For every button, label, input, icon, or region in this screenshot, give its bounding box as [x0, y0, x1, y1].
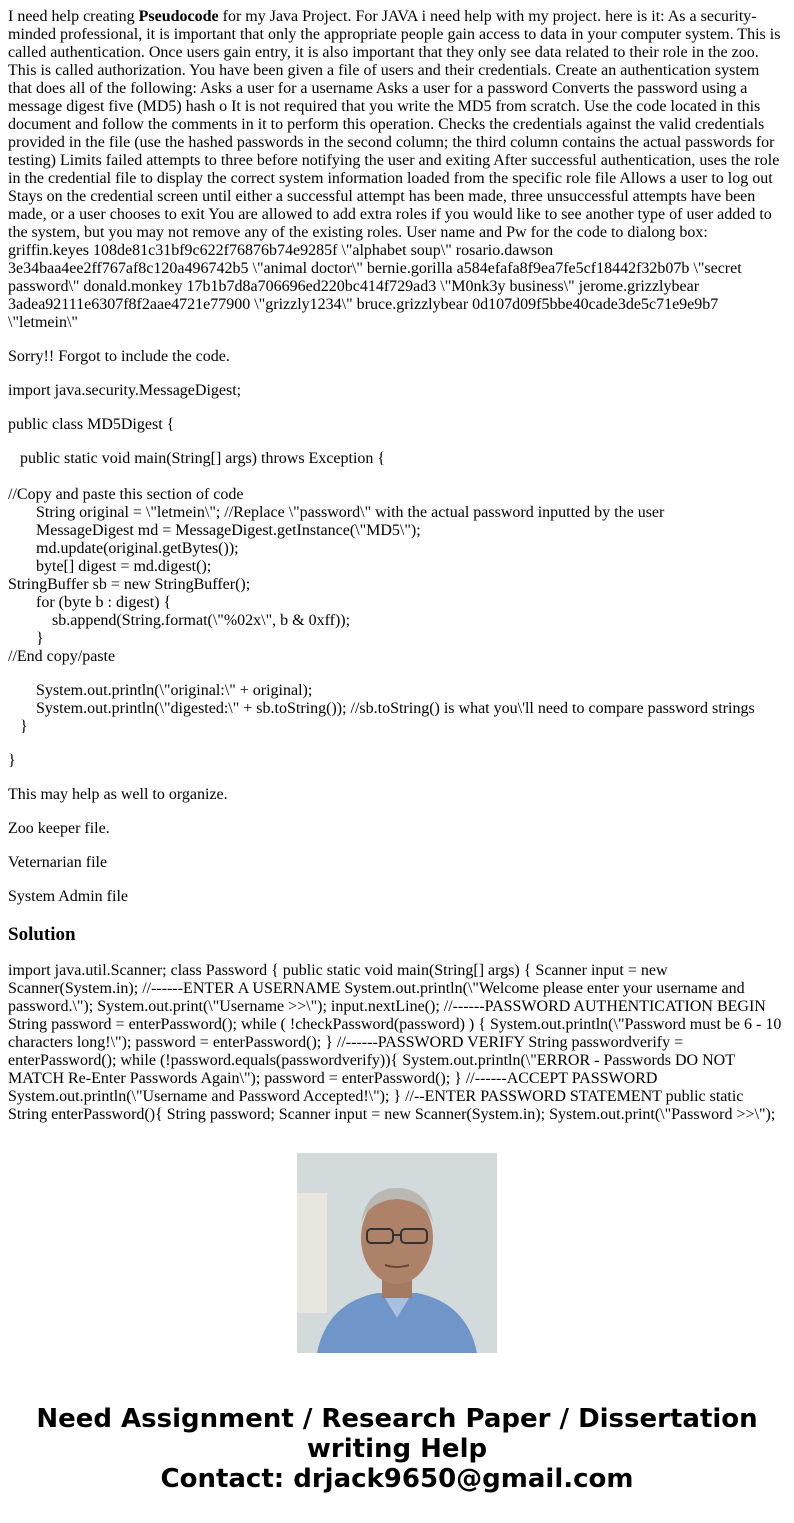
code-class: public class MD5Digest { — [8, 416, 175, 433]
sorry-note: Sorry!! Forgot to include the code. — [8, 348, 230, 365]
bold-term: Pseudocode — [138, 8, 219, 25]
file-item: Zoo keeper file. — [8, 820, 110, 837]
footer-banner — [0, 1404, 794, 1494]
code-main: public static void main(String[] args) throws Exception { — [8, 450, 386, 467]
code-close: } — [8, 752, 16, 769]
code-block: //Copy and paste this section of code String original = \"letmein\"; //Replace \"password\" with the actual password inputted by the user MessageDigest md = MessageDigest.getInstance(\"MD5\"); md.update(original.getBytes()); byte[] digest = md.digest(); StringBuffer sb = new StringBuffer(); for (byte b : digest) { sb.append(String.format(\"%02x\", b & 0xff)); } //End copy/paste — [8, 486, 665, 665]
footer-headline: Need Assignment / Research Paper / Dissertation writing Help — [36, 1404, 758, 1464]
solution-heading: Solution — [8, 924, 76, 945]
organize-note: This may help as well to organize. — [8, 786, 228, 803]
code-import: import java.security.MessageDigest; — [8, 382, 242, 399]
solution-text: import java.util.Scanner; class Password { public static void main(String[] args) { Scanner input = new Scanner(System.in); //------ENTER A USERNAME System.out.println(\"Welcome please enter your username and password.\"); System.out.print(\"Username >>\"); input.nextLine(); //------PASSWORD AUTHENTICATION BEGIN String password = enterPassword(); while ( !checkPassword(password) ) { System.out.println(\"Password must be 6 - 10 characters long!\"); password = enterPassword(); } //------PASSWORD VERIFY String passwordverify = enterPassword(); while (!password.equals(passwordverify)){ System.out.println(\"ERROR - Passwords DO NOT MATCH Re-Enter Passwords Again\"); password = enterPassword(); } //------ACCEPT PASSWORD System.out.println(\"Username and Password Accepted!\"); } //--ENTER PASSWORD STATEMENT public static String enterPassword(){ String password; Scanner input = new Scanner(System.in); System.out.print(\"Password >>\"); — [8, 962, 782, 1123]
author-photo — [297, 1153, 497, 1353]
question-text: I need help creating Pseudocode for my Java Project. For JAVA i need help with my project. here is it: As a security-minded professional, it is important that only the appropriate people gain access to data in your computer system. This is called authentication. Once users gain entry, it is also important that they only see data related to their role in the zoo. This is called authorization. You have been given a file of users and their credentials. Create an authentication system that does all of the following: Asks a user for a username Asks a user for a password Converts the password using a message digest five (MD5) hash o It is not required that you write the MD5 from scratch. Use the code located in this document and follow the comments in it to perform this operation. Checks the credentials against the valid credentials provided in the file (use the hashed passwords in the second column; the third column contains the actual passwords for testing) Limits failed attempts to three before notifying the user and exiting After successful authentication, uses the role in the credential file to display the correct system information loaded from the specific role file Allows a user to log out Stays on the credential screen until either a successful attempt has been made, three unsuccessful attempts have been made, or a user chooses to exit You are allowed to add extra roles if you would like to see another type of user added to the system, but you may not remove any of the existing roles. User name and Pw for the code to dialong box: griffin.keyes 108de81c31bf9c622f76876b74e9285f \"alphabet soup\" rosario.dawson 3e34baa4ee2ff767af8c120a496742b5 \"animal doctor\" bernie.gorilla a584efafa8f9ea7fe5cf18442f32b07b \"secret password\" donald.monkey 17b1b7d8a706696ed220bc414f729ad3 \"M0nk3y business\" jerome.grizzlybear 3adea92111e6307f8f2aae4721e77900 \"grizzly1234\" bruce.grizzlybear 0d107d09f5bbe40cade3de5c71e9e9b7 \"letmein\" — [8, 8, 781, 331]
file-item: Veternarian file — [8, 854, 108, 871]
code-print: System.out.println(\"original:\" + original); System.out.println(\"digested:\" + sb.toString()); //sb.toString() is what you\'ll need to compare password strings } — [20, 682, 755, 735]
portrait-image — [297, 1153, 497, 1353]
file-item: System Admin file — [8, 888, 128, 905]
footer-contact: Contact: drjack9650@gmail.com — [160, 1464, 634, 1494]
